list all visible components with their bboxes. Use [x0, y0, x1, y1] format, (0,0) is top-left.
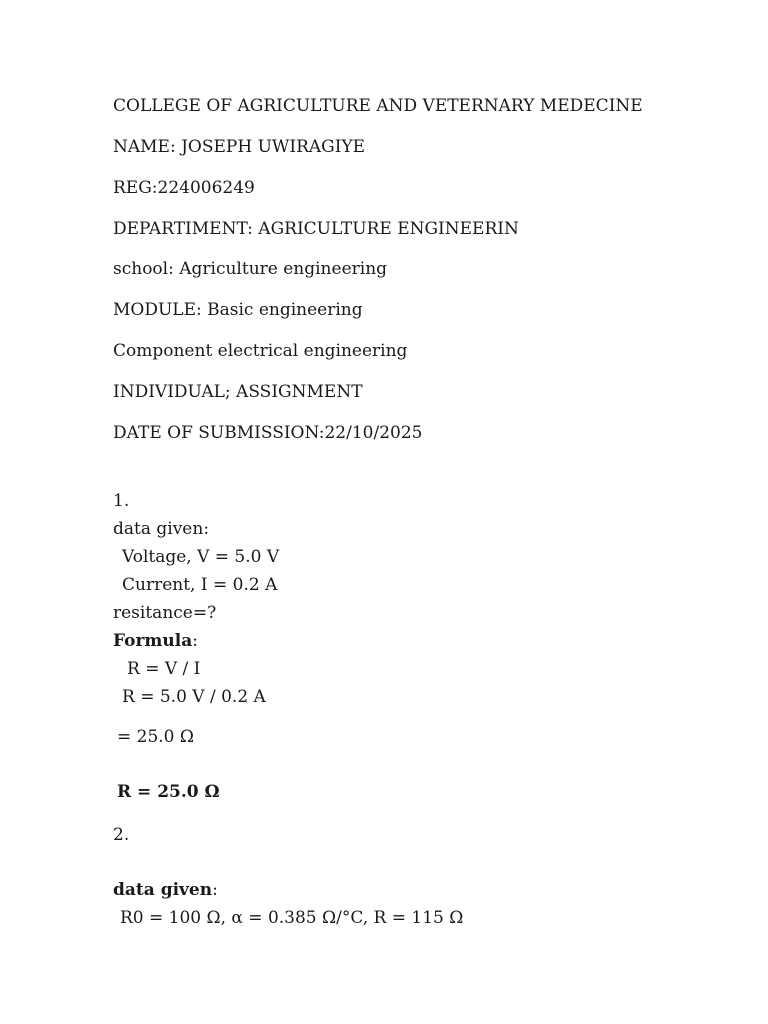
question-2-values: R0 = 100 Ω, α = 0.385 Ω/°C, R = 115 Ω — [120, 908, 464, 928]
department: DEPARTIMENT: AGRICULTURE ENGINEERIN — [113, 219, 519, 239]
data-given-colon: : — [212, 880, 218, 900]
question-1-voltage: Voltage, V = 5.0 V — [122, 547, 280, 567]
module: MODULE: Basic engineering — [113, 300, 363, 320]
student-name: NAME: JOSEPH UWIRAGIYE — [113, 137, 366, 157]
data-given-label: data given — [113, 880, 213, 900]
assignment-type: INDIVIDUAL; ASSIGNMENT — [113, 382, 363, 402]
question-1-formula-heading — [113, 630, 198, 652]
question-1-resistance-query: resitance=? — [113, 603, 217, 623]
formula-colon: : — [192, 631, 198, 651]
question-1-formula: R = V / I — [127, 659, 201, 679]
question-1-result: = 25.0 Ω — [117, 727, 194, 747]
question-2-data-given-heading — [113, 879, 218, 901]
question-1-substitution: R = 5.0 V / 0.2 A — [122, 687, 266, 707]
question-1-number: 1. — [113, 491, 130, 511]
registration-number: REG:224006249 — [113, 178, 255, 198]
college-title: COLLEGE OF AGRICULTURE AND VETERNARY MEDECINE — [113, 96, 643, 116]
submission-date: DATE OF SUBMISSION:22/10/2025 — [113, 423, 423, 443]
school: school: Agriculture engineering — [113, 259, 388, 279]
question-2-number: 2. — [113, 825, 130, 845]
formula-label: Formula — [113, 631, 193, 651]
component: Component electrical engineering — [113, 341, 408, 361]
question-1-answer: R = 25.0 Ω — [117, 782, 220, 802]
question-1-data-given: data given: — [113, 519, 210, 539]
question-1-current: Current, I = 0.2 A — [122, 575, 278, 595]
